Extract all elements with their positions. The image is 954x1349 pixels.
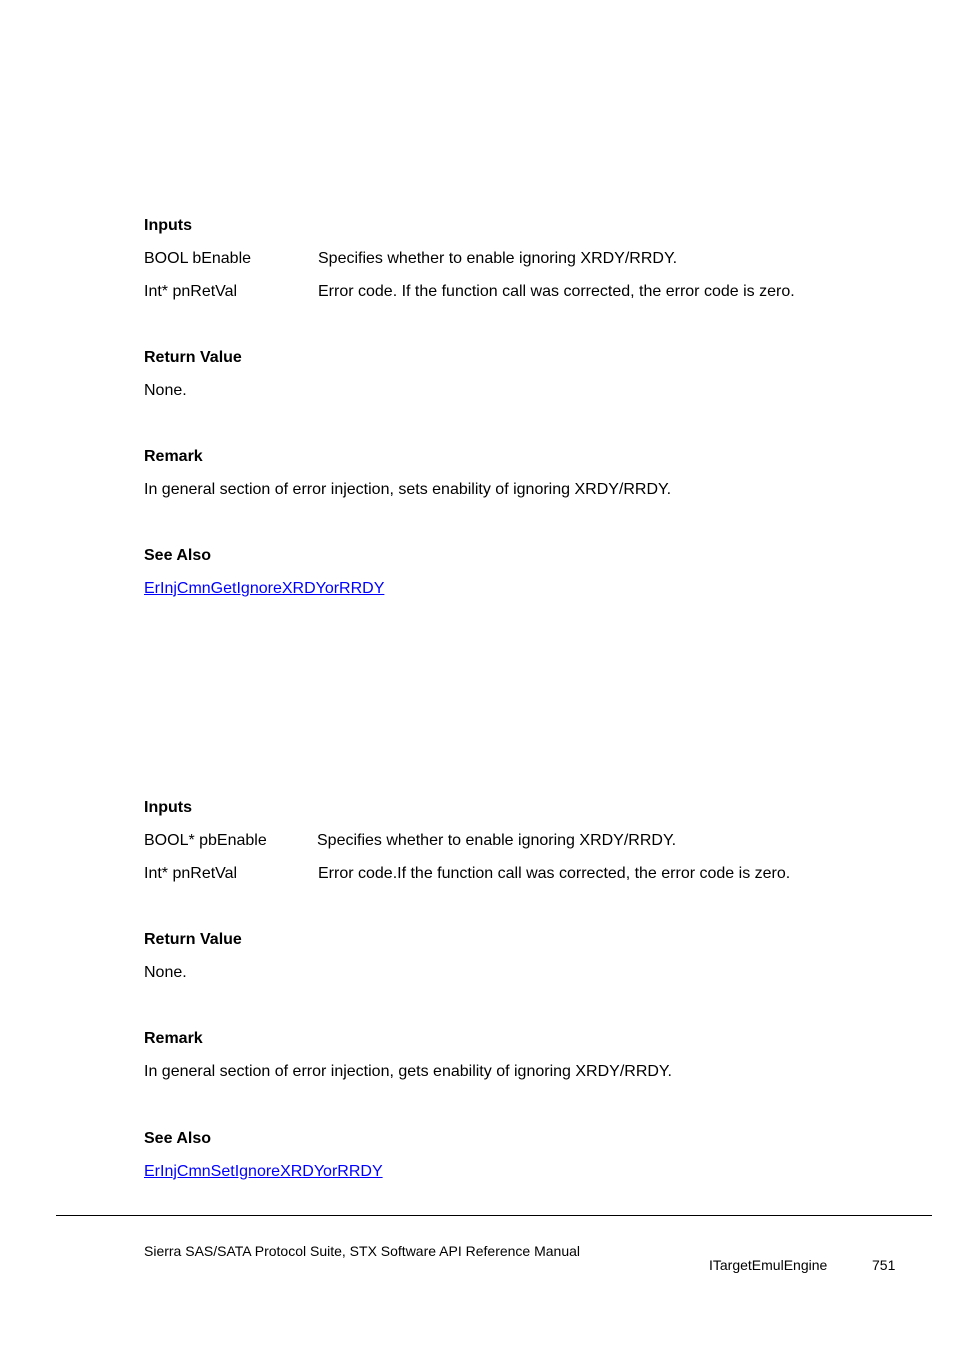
return-value-text: None. [144,382,187,399]
footer-chapter-name: ITargetEmulEngine [709,1257,828,1273]
see-also-heading: See Also [144,547,211,564]
footer-manual-title: Sierra SAS/SATA Protocol Suite, STX Software API Reference Manual [144,1243,581,1259]
input-param-description: Specifies whether to enable ignoring XRDY/RRDY. [318,250,678,267]
inputs-heading: Inputs [144,799,192,816]
input-param-description: Specifies whether to enable ignoring XRDY/RRDY. [317,832,677,849]
see-also-link-set-ignore-xrdy[interactable]: ErInjCmnSetIgnoreXRDYorRRDY [144,1163,383,1180]
return-value-heading: Return Value [144,931,242,948]
remark-text: In general section of error injection, sets enability of ignoring XRDY/RRDY. [144,481,672,498]
input-param-description: Error code.If the function call was corrected, the error code is zero. [318,865,791,882]
footer-page-number: 751 [872,1257,896,1273]
return-value-heading: Return Value [144,349,242,366]
remark-heading: Remark [144,448,203,465]
input-param-description: Error code. If the function call was corrected, the error code is zero. [318,283,795,300]
return-value-text: None. [144,964,187,981]
input-param-name: Int* pnRetVal [144,283,238,300]
input-param-name: BOOL* pbEnable [144,832,267,849]
footer-divider [56,1215,932,1216]
input-param-name: BOOL bEnable [144,250,252,267]
inputs-heading: Inputs [144,217,192,234]
remark-heading: Remark [144,1030,203,1047]
input-param-name: Int* pnRetVal [144,865,238,882]
see-also-link-get-ignore-xrdy[interactable]: ErInjCmnGetIgnoreXRDYorRRDY [144,580,385,597]
remark-text: In general section of error injection, gets enability of ignoring XRDY/RRDY. [144,1063,672,1080]
see-also-heading: See Also [144,1130,211,1147]
